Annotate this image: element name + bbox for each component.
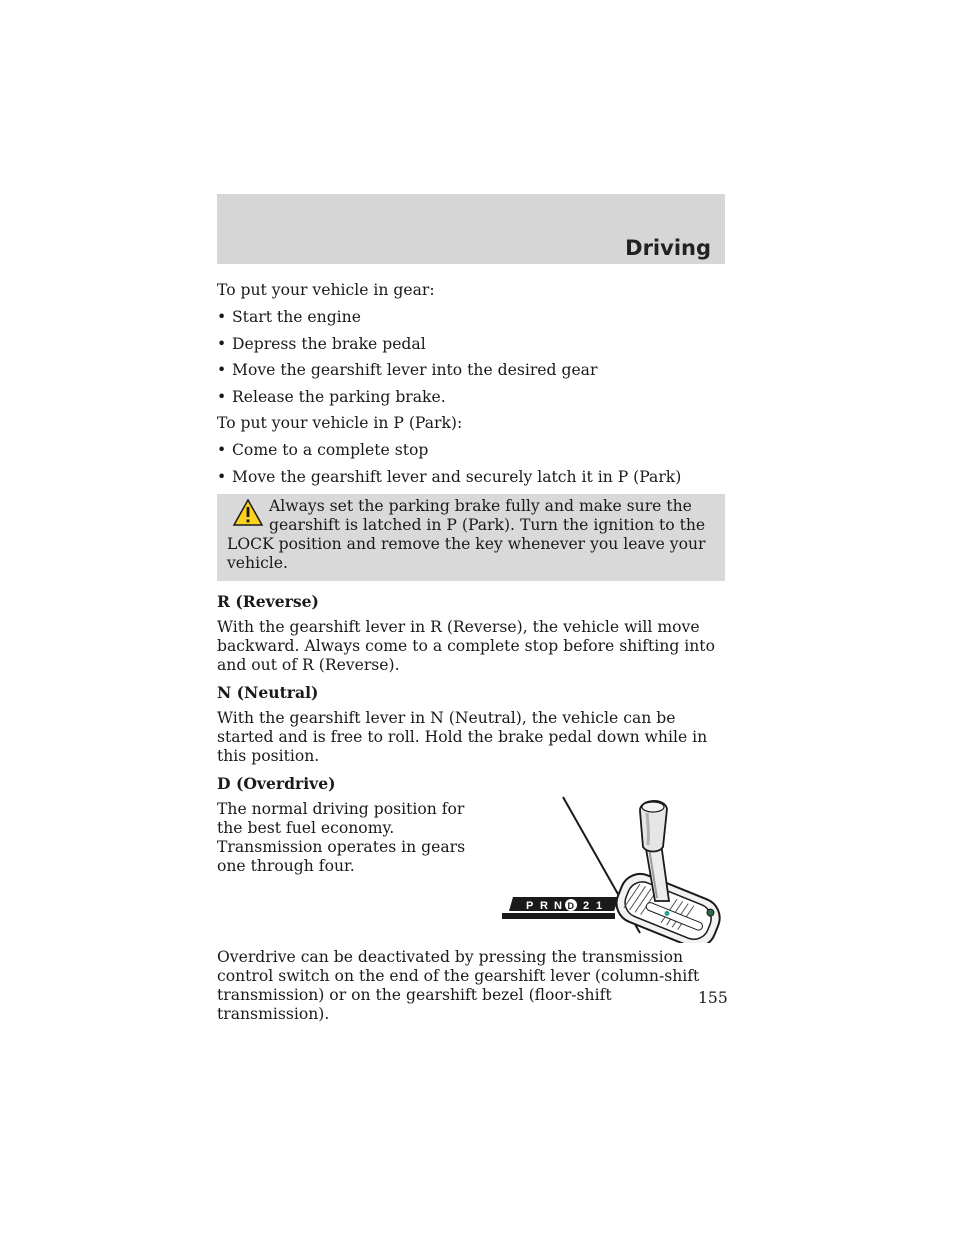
bullet: • xyxy=(217,387,227,406)
shifter-console xyxy=(611,868,726,943)
neutral-body: With the gearshift lever in N (Neutral), the vehicle can be started and is free to roll. Hold the brake pedal down while in this position. xyxy=(217,709,708,765)
bullet: • xyxy=(217,361,227,379)
indicator-base xyxy=(502,913,615,919)
overdrive-row xyxy=(217,800,725,940)
indicator-d: D xyxy=(567,901,574,911)
indicator-2: 2 xyxy=(583,900,590,912)
overdrive-body-2: Overdrive can be deactivated by pressing the transmission control switch on the end of the gearshift lever (column-shift transmission) or on the gearshift bezel (floor-shift transmission). xyxy=(217,948,700,1023)
reverse-heading: R (Reverse) xyxy=(217,592,319,611)
section-title: Driving xyxy=(625,236,711,260)
overdrive-body: The normal driving position for the best fuel economy. Transmission operates in gears one through four. xyxy=(217,800,466,875)
intro-gear: To put your vehicle in gear: xyxy=(217,281,435,299)
bullet: • xyxy=(217,334,227,353)
page-number: 155 xyxy=(698,989,728,1007)
warning-triangle-icon xyxy=(227,498,269,528)
bullet: • xyxy=(217,467,227,486)
indicator-1: 1 xyxy=(596,900,603,912)
intro-park: To put your vehicle in P (Park): xyxy=(217,414,463,432)
overdrive-heading: D (Overdrive) xyxy=(217,774,336,793)
warning-box xyxy=(217,494,725,581)
list-item: • Move the gearshift lever and securely latch it in P (Park) xyxy=(217,467,682,486)
list-item: • Depress the brake pedal xyxy=(217,334,426,353)
gear-steps-list xyxy=(217,308,725,407)
gearshift-illustration xyxy=(497,793,727,943)
reverse-body: With the gearshift lever in R (Reverse), the vehicle will move backward. Always come to a complete stop before shifting into and out of R (Reverse). xyxy=(217,618,715,674)
list-item: • Release the parking brake. xyxy=(217,387,446,406)
indicator-n: N xyxy=(554,900,562,912)
bullet: • xyxy=(217,441,227,459)
list-item: • Start the engine xyxy=(217,308,361,326)
list-item: • Come to a complete stop xyxy=(217,441,429,459)
list-item: • Move the gearshift lever into the desired gear xyxy=(217,361,598,379)
indicator-r: R xyxy=(540,900,548,912)
page-content xyxy=(217,281,725,1032)
warning-text: Always set the parking brake fully and make sure the gearshift is latched in P (Park). Turn the ignition to the LOCK position and remove the key whenever you leave your vehicle. xyxy=(227,497,706,572)
bullet: • xyxy=(217,308,227,326)
section-header xyxy=(217,194,725,264)
park-steps-list xyxy=(217,441,725,487)
indicator-p: P xyxy=(526,900,534,912)
neutral-heading: N (Neutral) xyxy=(217,683,319,702)
